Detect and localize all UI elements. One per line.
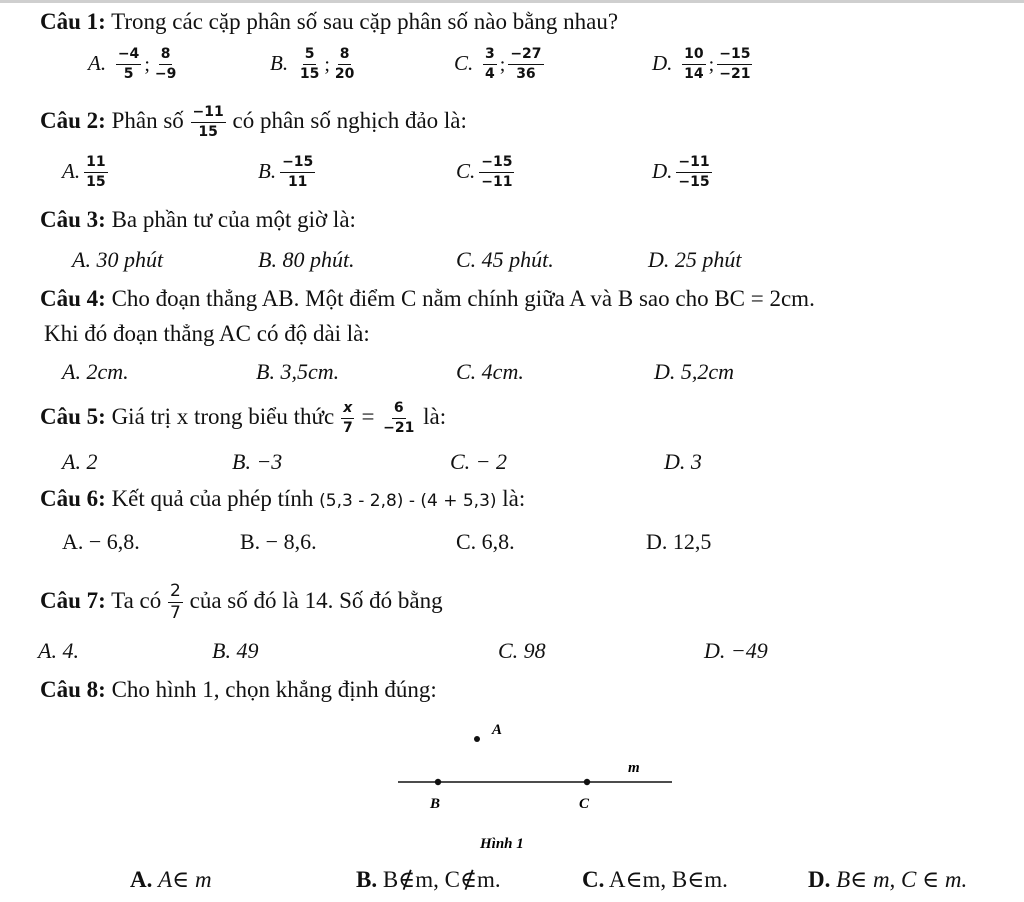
point-a-label: A (492, 722, 503, 738)
question-2 (40, 104, 467, 141)
q2-c-fraction: $\frac{-15}{-11}$ (481, 154, 513, 190)
line-m-label: m (628, 760, 640, 776)
q1-a-fraction-2: $\frac{8}{-9}$ (154, 46, 177, 82)
question-1-label: Câu 1: (40, 9, 106, 34)
figure-caption: Hình 1 (480, 836, 524, 848)
question-3-label: Câu 3: (40, 207, 106, 232)
question-6 (40, 485, 525, 515)
q5-fraction-1: $\frac{x}{7}$ (342, 400, 353, 436)
q8-option-a-letter: A. (130, 867, 153, 892)
question-8 (40, 676, 437, 704)
question-8-label: Câu 8: (40, 677, 106, 702)
question-7 (40, 582, 443, 623)
q6-expression: (5,3 - 2,8) - (4 + 5,3) (319, 491, 497, 511)
point-b-label: B (430, 796, 441, 812)
q4-option-b[interactable]: B. 3,5cm. (256, 359, 340, 384)
q1-option-d[interactable]: D. $\frac{10}{14}$ ; $\frac{-15}{-21}$ (652, 46, 751, 82)
q1-option-d-letter: D. (652, 50, 673, 75)
q8-option-c-letter: C. (582, 867, 605, 892)
q6-option-d[interactable]: D. 12,5 (646, 529, 712, 554)
question-2-text-after: có phân số nghịch đảo là: (232, 107, 467, 133)
q1-option-b-letter: B. (270, 50, 289, 75)
point-c (584, 779, 590, 785)
q6-option-a[interactable]: A. − 6,8. (62, 529, 140, 554)
q1-option-c-letter: C. (454, 50, 474, 75)
q3-option-b[interactable]: B. 80 phút. (258, 247, 355, 272)
point-a (474, 736, 480, 742)
q8-option-d-text: B∈ m, C ∈ m. (836, 867, 968, 892)
question-7-text-before: Ta có (111, 587, 162, 613)
q2-b-fraction: $\frac{-15}{11}$ (282, 154, 314, 190)
q2-option-d-letter: D. (652, 158, 673, 183)
q2-d-fraction: $\frac{-11}{-15}$ (678, 154, 710, 190)
q2-a-fraction: $\frac{11}{15}$ (86, 154, 106, 190)
question-2-text-before: Phân số (111, 107, 184, 133)
q8-option-b[interactable] (356, 866, 501, 894)
point-b (435, 779, 441, 785)
q1-d-fraction-1: $\frac{10}{14}$ (684, 46, 704, 82)
question-2-label: Câu 2: (40, 107, 106, 133)
q2-option-d[interactable] (652, 154, 713, 191)
q5-option-a[interactable]: A. 2 (62, 449, 98, 474)
q5-equals: = (361, 403, 375, 429)
question-3-text: Ba phần tư của một giờ là: (111, 207, 356, 232)
question-4-text: Cho đoạn thẳng AB. Một điểm C nằm chính giữa A và B sao cho BC = 2cm. (111, 286, 815, 311)
q7-option-c[interactable]: C. 98 (498, 638, 546, 663)
q2-option-c-letter: C. (456, 158, 476, 183)
q3-option-a[interactable]: A. 30 phút (72, 247, 164, 272)
q7-fraction: $\frac{2}{7}$ (170, 581, 181, 623)
q2-option-a-letter: A. (62, 158, 81, 183)
point-c-label: C (579, 796, 590, 812)
q7-option-d[interactable]: D. −49 (704, 638, 768, 663)
q8-option-d-letter: D. (808, 867, 831, 892)
q1-d-fraction-2: $\frac{-15}{-21}$ (719, 46, 751, 82)
q2-option-c[interactable] (456, 154, 515, 191)
top-border (0, 0, 1024, 3)
question-5-text-after: là: (423, 403, 447, 429)
q4-option-d[interactable]: D. 5,2cm (654, 359, 735, 384)
q1-b-fraction-2: $\frac{8}{20}$ (334, 46, 355, 82)
q1-option-c[interactable]: C. $\frac{3}{4}$ ; $\frac{-27}{36}$ (454, 46, 542, 82)
q8-option-c[interactable] (582, 866, 728, 894)
question-4 (40, 285, 815, 313)
q4-option-c[interactable]: C. 4cm. (456, 359, 524, 384)
q2-fraction: $\frac{-11}{15}$ (192, 104, 224, 140)
question-7-label: Câu 7: (40, 587, 106, 613)
question-7-text-after: của số đó là 14. Số đó bằng (189, 587, 443, 613)
q1-a-fraction-1: $\frac{-4}{5}$ (117, 46, 140, 82)
q5-fraction-2: $\frac{6}{-21}$ (383, 400, 415, 436)
q1-option-a-letter: A. (88, 50, 107, 75)
q3-option-c[interactable]: C. 45 phút. (456, 247, 554, 272)
question-5-label: Câu 5: (40, 403, 106, 429)
q1-c-fraction-2: $\frac{-27}{36}$ (510, 46, 542, 82)
q7-option-a[interactable]: A. 4. (38, 638, 79, 663)
question-1-text: Trong các cặp phân số sau cặp phân số nào bằng nhau? (111, 9, 619, 34)
question-1 (40, 8, 618, 36)
q8-option-b-letter: B. (356, 867, 378, 892)
q6-option-c[interactable]: C. 6,8. (456, 529, 515, 554)
question-5 (40, 400, 446, 437)
q2-option-b-letter: B. (258, 158, 277, 183)
question-6-text-before: Kết quả của phép tính (111, 486, 314, 511)
q5-option-d[interactable]: D. 3 (664, 449, 702, 474)
question-3 (40, 206, 356, 234)
q5-option-b[interactable]: B. −3 (232, 449, 283, 474)
q8-option-a[interactable] (130, 866, 212, 894)
question-4-label: Câu 4: (40, 286, 106, 311)
q8-option-a-text: A∈ m (158, 867, 212, 892)
figure-1 (380, 708, 700, 848)
q8-option-b-text: B∉m, C∉m. (382, 867, 501, 892)
q4-option-a[interactable]: A. 2cm. (62, 359, 129, 384)
q2-option-a[interactable] (62, 154, 109, 191)
question-6-text-after: là: (502, 486, 526, 511)
q1-option-a[interactable]: A. $\frac{-4}{5}$ ; $\frac{8}{-9}$ (88, 46, 177, 82)
q8-option-d[interactable] (808, 866, 967, 894)
q1-option-b[interactable]: B. $\frac{5}{15}$ ; $\frac{8}{20}$ (270, 46, 355, 82)
question-6-label: Câu 6: (40, 486, 106, 511)
q1-c-fraction-1: $\frac{3}{4}$ (485, 46, 495, 82)
question-5-text-before: Giá trị x trong biểu thức (111, 403, 335, 429)
q1-b-fraction-1: $\frac{5}{15}$ (299, 46, 320, 82)
q2-option-b[interactable] (258, 154, 316, 191)
question-4-text-2: Khi đó đoạn thẳng AC có độ dài là: (44, 321, 370, 346)
question-8-text: Cho hình 1, chọn khẳng định đúng: (111, 677, 437, 702)
q5-option-c[interactable]: C. − 2 (450, 449, 508, 474)
q3-option-d[interactable]: D. 25 phút (648, 247, 742, 272)
q7-option-b[interactable]: B. 49 (212, 638, 259, 663)
q8-option-c-text: A∈m, B∈m. (608, 867, 728, 892)
q6-option-b[interactable]: B. − 8,6. (240, 529, 317, 554)
